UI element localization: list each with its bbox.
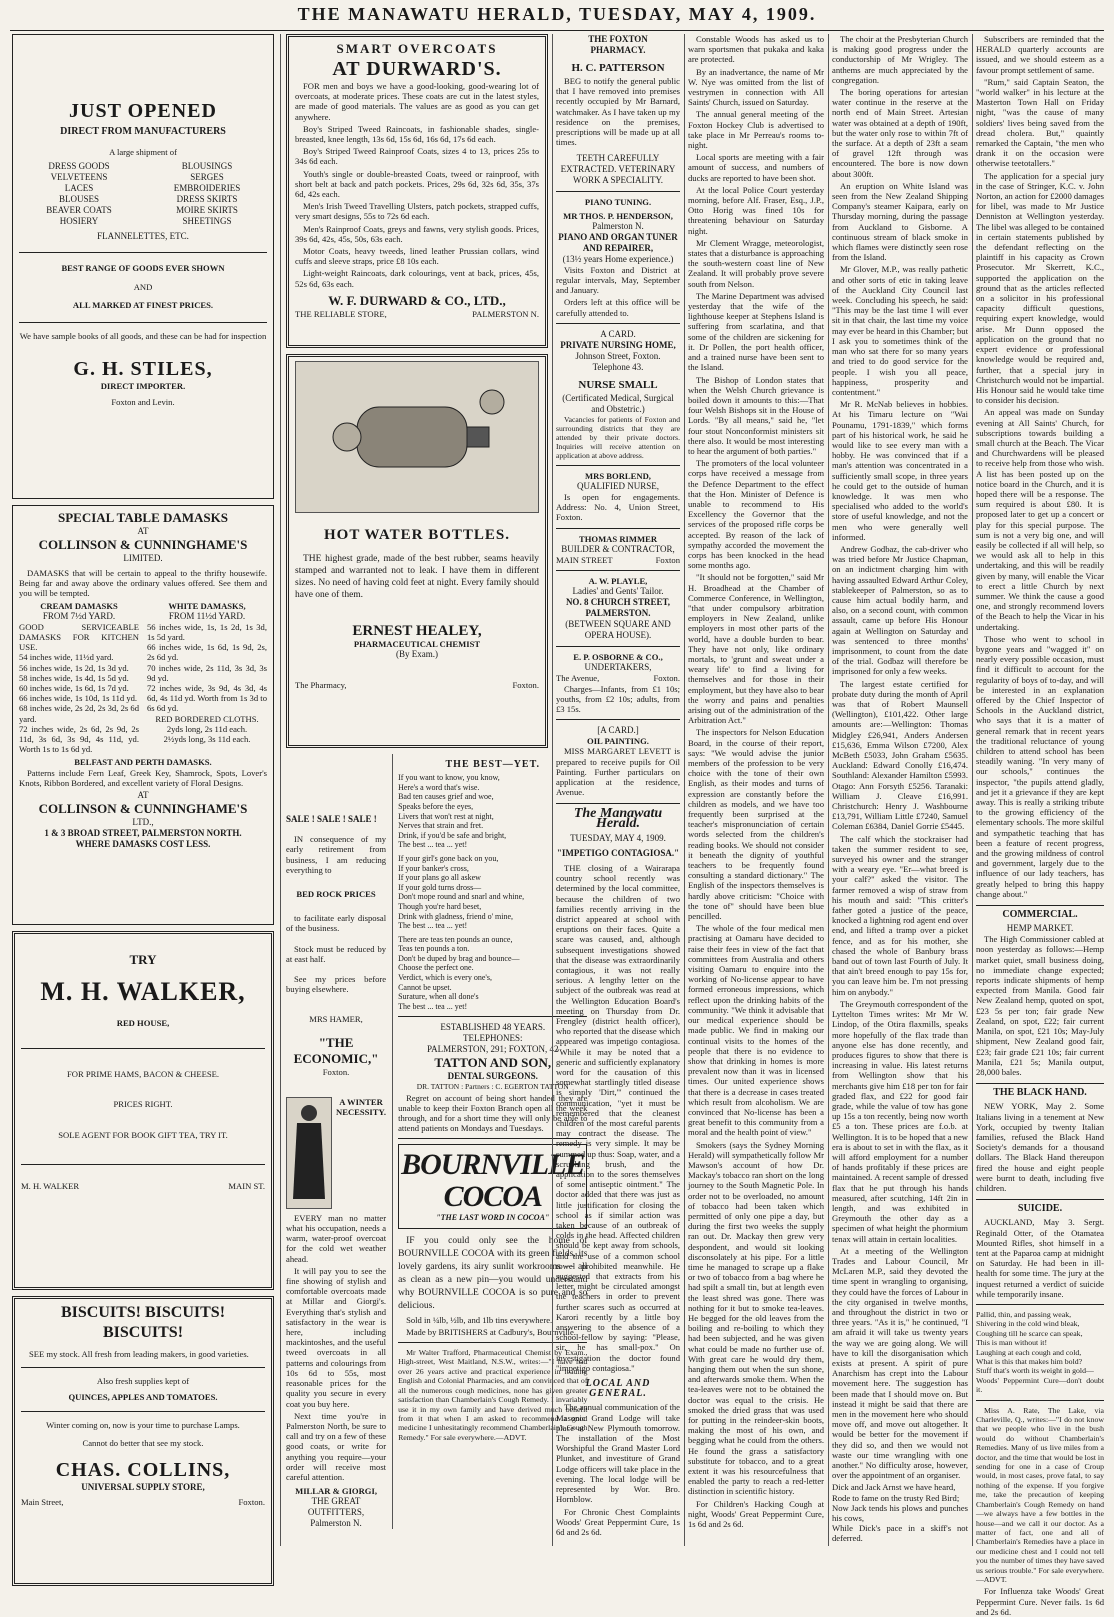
poem-line: Verdict, which is every one's, [398,973,492,983]
tatton-name: TATTON AND SON, [434,1055,552,1071]
healey-footer [295,680,539,690]
blackhand-head: THE BLACK HAND. [976,1083,1104,1098]
healey-name: ERNEST HEALEY, [352,623,482,639]
hamer-bed: BED ROCK PRICES [296,889,376,900]
rimmer-street: MAIN STREET [556,554,613,565]
hamer-stock: Stock must be reduced by at east half. [286,943,387,964]
news-para: The boring operations for artesian water continue in the reserve at the north end of Main Street. Artesian water was obtained at a depth of 190ft, but the water only rose to within 7ft of the surface. At a depth of 23ft a seam of gravel 12ft through was encountered. The bore is now down about 300ft. [832,87,968,179]
poem-line: Pallid, thin, and passing weak, [976,1309,1072,1319]
rimmer-footer [556,555,680,565]
column-rule [552,34,553,1546]
poem-line: The best ... tea ... yet! [398,921,468,931]
price-line: 58 inches wide, 1s 4d, 1s 5d yd. [19,672,129,683]
collins-footer [21,1497,265,1507]
walker-sign: M. H. WALKER [21,1180,80,1191]
collinson-ad [12,505,274,925]
poem-line: Don't be duped by brag and bounce— [398,953,520,963]
henderson-orders: Orders left at this office will be carefully attended to. [556,297,680,318]
goods-item: BLOUSINGS [181,161,233,172]
masthead: THE MANAWATU HERALD, TUESDAY, MAY 4, 1909. [297,4,817,24]
hot-water-bottle-illustration [295,361,539,513]
bournville-para: Made by BRITISHERS at Cadbury's, Bournville. [406,1326,576,1337]
price-line: 66 inches wide, 1s 6d, 1s 9d, 2s, 2s 6d yd. [147,642,267,663]
walker-footer [21,1181,265,1191]
local-para: For Chronic Chest Complaints Woods' Great Peppermint Cure, 1s 6d and 2s 6d. [556,1506,680,1537]
chamberlain-testimonial: Mr Walter Trafford, Pharmaceutical Chemist by Exam., High-street, West Maitland, N.S.W., writes:—"I have had over 26 years active and practical experience in leading English and Colonial Pharmacies, and am convinced that of all the numerous cough medicines, none has given greater satisfaction than Chamberlain's Cough Remedy. I invariably use it in my own family and have derived much benefit from it that when I am asked to recommend a good medicine I unhesitatingly recommend Chamberlain's Cough Remedy." For sale everywhere.—ADVT. [398,1348,588,1442]
healey-exam: (By Exam.) [396,649,438,660]
collins-cannot: Cannot do better that see my stock. [82,1437,204,1448]
bournville-para: IF you could only see the home of BOURNVILLE COCOA with its green fields, its lovely gardens, its airy sunlit workrooms — all as clean as a new pin—you would understand why BOURNVILLE COCOA is so pure and so delicious. [398,1235,588,1311]
collins-see: SEE my stock. All fresh from leading makers, in good varieties. [29,1349,249,1359]
hamer-see: See my prices before buying elsewhere. [286,974,387,995]
healey-role: PHARMACEUTICAL CHEMIST [353,639,481,649]
borlend-name: MRS BORLEND, [585,470,651,481]
millar-para: It will pay you to see the fine showing of stylish and comfortable overcoats made at Millar and Giorgi's. Everything that's stylish and satisfactory in the wear is here, including mackintoshes, and the useful tweed overcoats in all patterns and colourings from 10s 6d to 55s, most reasonable prices for the quality you secure in every coat you buy here. [286,1265,387,1409]
painting-body: MISS MARGARET LEVETT is prepared to receive pupils for Oil Painting. Further particulars on application at the residence, Avenue. [556,746,680,798]
cream-damasks-sub: FROM 7½d YARD. [42,610,116,621]
paper-date: TUESDAY, MAY 4, 1909. [570,832,666,843]
collins-quinces: QUINCES, APPLES AND TOMATOES. [68,1392,218,1403]
durward-title2: AT DURWARD'S. [332,58,502,80]
bournville-slogan: "THE LAST WORD IN COCOA" [436,1213,550,1223]
news-para: "It should not be forgotten," said Mr H. Broadhead at the Chamber of Commerce Conference, in Wellington, "that under compulsory arbitration employers in New Zealand, unlike employers in most other parts of the world, have a double burden to bear. They have not only, like ordinary mortals, to 'grunt and sweat under a weary life' to find a living for themselves and for those in their employment, but they have also to bear the worry and pains and penalties arising out of the administration of the Arbitration Act." [688,572,824,726]
durward-para: Boy's Striped Tweed Raincoats, in fashionable shades, single-breasted, knee length, 13s 6d, 15s 6d, 16s 6d, 17s 6d each. [295,123,539,145]
collinson-firm2: COLLINSON & CUNNINGHAME'S [38,801,248,817]
durward-para: Light-weight Raincoats, dark colourings, vent at back, prices, 45s, 52s 6d, 63s each. [295,268,539,289]
millar-role: THE GREAT OUTFITTERS, [307,1496,365,1518]
collins-street: Main Street, [21,1497,64,1508]
price-line: GOOD SERVICEABLE DAMASKS FOR KITCHEN USE. [19,621,139,653]
column-rule [280,34,281,1546]
durward-para: Motor Coats, heavy tweeds, lined leather Prussian collars, wind cuffs and sleeve straps, price £8 10s each. [295,246,539,267]
goods-item: BLOUSES [58,194,99,205]
osborne-street: The Avenue, [556,673,600,684]
collins-title: BISCUITS! BISCUITS! BISCUITS! [60,1304,226,1341]
poem-line: If you want to know, you know, [398,773,500,783]
goods-item: LACES [64,183,94,194]
millar-title1: A WINTER [339,1096,383,1107]
poem-line: If your girl's gone back on you, [398,853,499,863]
nursing-head: PRIVATE NURSING HOME, [560,339,676,350]
collins-name: CHAS. COLLINS, [55,1459,231,1482]
playle-role: Ladies' and Gents' Tailor. [572,586,664,597]
price-line: 66 inches wide, 1s 10d, 1s 11d yd. [19,693,138,704]
stiles-extra: FLANNELETTES, ETC. [97,231,189,242]
poem-line: Coughing till he scarce can speak, [976,1328,1083,1338]
durward-para: Men's Rainproof Coats, greys and fawns, very stylish goods. Prices, 39s 6d, 42s, 45s, 50s, 63s each. [295,223,539,244]
poem-line: The best ... tea ... yet! [398,840,468,850]
peppermint-poem [976,1310,1104,1395]
henderson-role: PIANO AND ORGAN TUNER AND REPAIRER, [558,231,678,253]
poem-line: Cannot be upset. [398,982,452,992]
poem-line: Bad ten causes grief and woe, [398,792,494,802]
suicide-body: AUCKLAND, May 3. Sergt. Reginald Otter, of the Otamatea Mounted Rifles, shot himself in a tent at the Paparoa camp at midnight on Saturday. He had been in ill-health for some time. The jury at the inquest returned a verdict of suicide while temporarily insane. [976,1217,1104,1299]
news-para: The Marine Department was advised yesterday that the wife of the lighthouse keeper at Stephens Island is suffering from scarlatina, and that some of the children are sickening for it. Dr Pollen, the port health officer, and a trained nurse have been sent to the Island. [688,290,824,373]
poem-line: Laughing at each cough and cold, [976,1347,1082,1357]
bournville-logo2: COCOA [443,1180,542,1214]
durward-para: Boy's Striped Tweed Rainproof Coats, sizes 4 to 13, prices 25s to 34s 6d each. [295,146,539,167]
henderson-town: Palmerston N. [592,220,644,231]
news-para: At a meeting of the Wellington Trades and Labour Council, Mr McLaren M.P., said they devoted the time spent in wrangling to organising, they could have the forces of Labour in the city organised in twelve months, and throughout the district in two or three years. "As it is," he continued, "I am afraid it will take us twenty years the way we are going along. We will have to kill the disorganisation which exists at present. A spirit of pure Anarchism has crept into the Labour movement here. The suggestion has been made that I should move on. But instead it might be said that there are men in the movement here who should move off, and move out altogether. It would be better for the movement if they did so, and then we would not waste our time wrangling with one another." No difficulty arose, however, over the appointment of an organiser. [832,1245,968,1481]
poem-line: If your banker's cross, [398,863,469,873]
news-para: The promoters of the local volunteer corps have received a message from the Defence Department to the effect that the Hon. Minister of Defence is unable to recommend to His Excellency the Governor that the services of the proposed rifle corps be accepted. By reason of the lack of sympathy accorded the movement the corps has been knocked in the head some months ago. [688,458,824,571]
osborne-role: UNDERTAKERS, [584,662,652,673]
poem-line: Stuff that's worth its weight in gold— [976,1366,1094,1376]
collinson-at2: AT [137,790,149,801]
durward-ad [286,34,548,348]
hamer-town: Foxton. [322,1066,350,1077]
poem-line: Teas ten pounds a ton. [398,944,470,954]
millar-name: MILLAR & GIORGI, [295,1486,377,1497]
belfast-head: BELFAST AND PERTH DAMASKS. [74,757,212,768]
hamer-intro: IN consequence of my early retirement from business, I am reducing everything to [286,834,387,875]
collinson-price-lists [19,601,267,755]
healey-pharm: The Pharmacy, [295,680,347,691]
stiles-prices: ALL MARKED AT FINEST PRICES. [72,299,214,310]
nursing-body: Vacancies for patients of Foxton and surrounding districts that they are attended by their private doctors. Inquiries will receive attention on application at above address. [556,414,680,460]
playle-addr: NO. 8 CHURCH STREET, PALMERSTON. [565,597,671,619]
poem-line: Shivering in the cold wind bleak, [976,1319,1080,1329]
hamer-name: MRS HAMER, [309,1014,363,1025]
column-1 [12,34,274,1546]
collinson-firm: COLLINSON & CUNNINGHAME'S [38,537,248,552]
hamer-body: to facilitate early disposal of the business. [286,913,387,934]
news-para: The annual general meeting of the Foxton Hockey Club is advertised to take place in Mr Perreau's rooms to-night. [688,109,824,151]
tatton-partners: DR. TATTON : Partners : C. EGERTON TATTON [416,1082,569,1092]
overcoat-man-illustration [286,1097,332,1209]
poem-line: Here's a word that's wise. [398,782,480,792]
collinson-where: WHERE DAMASKS COST LESS. [75,839,211,850]
millar-para: EVERY man no matter what his occupation, needs a warm, water-proof overcoat for the cold wet weather ahead. [286,1212,387,1264]
durward-para: Youth's single or double-breasted Coats, tweed or rainproof, with short belt at back and patch pockets. Prices, 29s 6d, 32s 6d, 35s, 37s 6d, 42s each. [295,168,539,200]
healey-ad [286,354,548,748]
poem-line: Drink with gladness, friend o' mine, [398,911,514,921]
price-line: 2½yds long, 3s 11d each. [163,734,251,745]
news-para: Mr Glover, M.P., was really pathetic and other sorts of etic in taking leave of the Auckland City Council last week. Concluding his speech, he said: "This may be the last time I will ever sit in that chair, the last time my voice may ever be heard in this Chamber; but I ask you to sometimes think of the man who sat there for so many years and tried to do good service for the people. I wish you all peace, happiness, prosperity and contentment." [832,264,968,397]
verse-line: While Dick's pace in a skiff's not deferred. [832,1523,968,1544]
tatton-role: DENTAL SURGEONS. [447,1071,538,1082]
henderson-body: Visits Foxton and District at regular intervals, May, September and January. [556,264,680,296]
patterson-head2: PHARMACY. [590,45,646,55]
stiles-place: Foxton and Levin. [111,397,175,408]
collinson-intro: DAMASKS that will be certain to appeal to the thrifty housewife. Being far and away above the ordinary values offered. See them and you will be tempted. [19,568,267,599]
painting-head: OIL PAINTING. [587,736,649,747]
walker-prices: PRICES RIGHT. [113,1099,173,1110]
column-rule [972,34,973,1546]
patterson-teeth: TEETH CAREFULLY EXTRACTED. VETERINARY WORK A SPECIALITY. [560,153,676,186]
news-para: For Children's Hacking Cough at night, Woods' Great Peppermint Cure, 1s 6d and 2s 6d. [688,1498,824,1530]
borlend-body: Is open for engagements. Address: No. 4, Union Street, Foxton. [556,492,680,523]
tatton-tel-head: TELEPHONES: [463,1033,523,1044]
price-line: 56 inches wide, 1s 2d, 1s 3d yd. [19,662,129,673]
healey-body: THE highest grade, made of the best rubber, seams heavily stamped and warranted not to leak. I have them in different sizes. No need of having cold feet at night. Every family should have one of them. [295,554,539,600]
overcoat-man-icon [289,1101,329,1205]
price-line: 56 inches wide, 1s, 1s 2d, 1s 3d, 1s 5d yard. [147,621,267,643]
osborne-town: Foxton. [653,673,680,684]
walker-agent: SOLE AGENT FOR BOOK GIFT TEA, TRY IT. [58,1129,228,1140]
poem-line: Nerves that strain and fret. [398,821,484,831]
collins-ad [12,1296,274,1586]
collins-winter: Winter coming on, now is your time to purchase Lamps. [46,1419,240,1430]
walker-house: RED HOUSE, [116,1018,170,1028]
poem-line: If your gold turns dross— [398,882,482,892]
news-para: By an inadvertance, the name of Mr W. Nye was omitted from the list of vestrymen in connection with All Saints' Church, issued on Saturday. [688,66,824,108]
nursing-card: A CARD. [600,328,636,339]
hamer-ad [286,754,386,1529]
walker-try: TRY [129,952,157,967]
stiles-intro: A large shipment of [109,147,177,158]
news-para: Mr Clement Wragge, meteorologist, states that a disturbance is approaching the south-western coast line of New Zealand. It will probably prove severe south from Nelson. [688,237,824,289]
henderson-exp: (13½ years Home experience.) [562,253,674,264]
column-rule [828,34,829,1546]
millar-para: Next time you're in Palmerston North, be sure to call and try on a few of these good coats, or write for anything you require—your order will receive most careful attention. [286,1410,387,1482]
tatton-body: Regret on account of being short handed they are unable to keep their Foxton Branch open all the week through, and for a short time they will only be able to attend patients on Mondays and Tuesdays. [398,1092,588,1134]
news-para: At the local Police Court yesterday morning, before Alf. Fraser, Esq., J.P., Otto Horig was fined 10s for threatening behaviour on Saturday night. [688,184,824,236]
painting-card: [A CARD.] [597,725,639,736]
rimmer-role: BUILDER & CONTRACTOR, [561,543,675,554]
stiles-sub: DIRECT FROM MANUFACTURERS [60,126,226,137]
verse-line: Rode to fame on the trusty Red Bird; [832,1492,960,1503]
hemp-head: HEMP MARKET. [1006,923,1074,934]
price-line: 60 inches wide, 1s 6d, 1s 7d yd. [19,683,129,694]
news-para: An eruption on White Island was seen from the New Zealand Shipping Company's steamer Kaipara, early on Thursday morning, during the passage from Auckland to Gisborne. A continuous stream of black smoke in which flames were distinctly seen rose from the Island. [832,180,968,263]
hemp-body: The High Commissioner cabled at noon yesterday as follows:—Hemp market quiet, small business doing, no immediate change expected; reports indicate shipments of hemp expected from Manila. Good fair New Zealand hemp, quoted on spot, £23 5s per ton; fair grade New Zealand, on spot, £22; fair current Manila, on spot, £21 10s; May-July shipment, New Zealand good fair, £23; fair grade £21 10s; fair current Manila, £21 5s; Manila output, 28,000 bales. [976,934,1104,1077]
durward-para: Men's Irish Tweed Travelling Ulsters, patch pockets, strapped cuffs, very smart designs, 55s to 72s 6d each. [295,201,539,222]
commercial-head: COMMERCIAL. [976,905,1104,920]
poem-line: Drink, if you'd be safe and bright, [398,830,507,840]
nursing-nurse: NURSE SMALL [578,378,658,391]
collinson-ltd2: LTD., [132,817,154,828]
news-para: The choir at the Presbyterian Church is making good progress under the conductorship of Mr Wrigley. The anthems are much appreciated by the congregation. [832,34,968,85]
news-para: Subscribers are reminded that the HERALD quarterly accounts are issued, and we should esteem as a favour prompt settlement of same. [976,34,1104,75]
collinson-address: 1 & 3 BROAD STREET, PALMERSTON NORTH. [44,828,242,839]
goods-item: SERGES [190,172,224,183]
price-line: 72 inches wide, 2s 6d, 2s 9d, 2s 11d, 3s 6d, 3s 9d, 4s 11d, yd. Worth 1s to 1s 6d yd. [19,723,139,755]
verse-line: Now Jack tends his plows and punches his cows, [832,1502,968,1524]
collins-town: Foxton. [238,1497,265,1508]
goods-item: BEAVER COATS [46,205,112,216]
price-line: 68 inches wide, 2s 2d, 2s 3d, 2s 6d yard. [19,703,139,724]
durward-store: THE RELIABLE STORE, [295,308,387,319]
cream-damasks-head: CREAM DAMASKS [40,600,118,611]
news-para: Constable Woods has asked us to warn sportsmen that pukaka and kaka are protected. [688,34,824,65]
price-line: 54 inches wide, 11½d yard. [19,652,114,663]
goods-item: SHEETINGS [182,216,232,227]
poem-line: This is man without it! [976,1338,1048,1348]
healey-town: Foxton. [512,680,539,691]
column-5 [832,34,968,1546]
goods-item: DRESS GOODS [48,161,110,172]
playle-name: A. W. PLAYLE, [588,576,648,587]
bournville-logo1: BOURNVILLE [401,1148,585,1182]
price-line: RED BORDERED CLOTHS. [155,713,259,724]
poem-line: Surature, when all done's [398,992,479,1002]
nursing-cert: (Certificated Medical, Surgical and Obstetric.) [562,392,674,414]
walker-name: M. H. WALKER, [40,977,246,1006]
news-para: Local sports are meeting with a fair amount of success, and numbers of ducks are reported to have been shot. [688,152,824,183]
collinson-patterns: Patterns include Fern Leaf, Greek Key, Shamrock, Spots, Lover's Knots, Ribbon Bordered, and excellent variety of Floral Designs. [19,767,267,788]
stiles-best: BEST RANGE OF GOODS EVER SHOWN [61,263,225,274]
column-6 [976,34,1104,1617]
stiles-ad [12,34,274,499]
collins-store: UNIVERSAL SUPPLY STORE, [81,1482,205,1493]
news-para: The inspectors for Nelson Education Board, in the course of their report, says: "We would advise the junior members of the profession to be very choice with the tone of their own English, as their modes and turns of expression are constantly before the children as models, and we have too frequently been surprised at the teacher's mispronunciation of certain words selected from the children's reading books. We should not consider it beneath the dignity of youthful teachers to be frequently found consulting a standard dictionary." The English of the inspectors themselves is hardly above criticism: "Choice with the tone of" should have been blue pencilled. [688,727,824,922]
poem-line: Don't mope round and snarl and whine, [398,892,525,902]
rimmer-town: Foxton [655,554,680,565]
nursing-tel: Telephone 43. [592,361,644,372]
poem-line: Choose the perfect one. [398,963,474,973]
hamer-shop: "THE ECONOMIC," [293,1034,379,1066]
millar-town: Palmerston N. [310,1518,362,1529]
rate-testimonial: Miss A. Rate, The Lake, via Charleville, Q., writes:—"I do not know that we people who live in the bush would do without Chamberlain's Remedies. Many of us live miles from a doctor, and the time that would be lost in sending for one in a case of Croup would, in most cases, prove fatal, to say nothing of the expense. If you forgive me, take the precaution of keeping Chamberlain's Cough Remedy on hand—we always have a few bottles in the house—and we call it our doctor. As a matter of fact, one and all of Chamberlain's Remedies have a place in our medicine chest and I could not tell you the number of times they have saved us serious trouble." For sale everywhere.—ADVT. [976,1405,1104,1584]
playle-between: (BETWEEN SQUARE AND OPERA HOUSE). [565,619,671,641]
stiles-samples: We have sample books of all goods, and these can be had for inspection [19,331,267,342]
column-rule [684,34,685,1546]
tatton-tel: PALMERSTON, 291; FOXTON, 42 [426,1044,559,1055]
walker-street: MAIN ST. [228,1180,265,1191]
borlend-role: QUALIFIED NURSE, [577,481,659,492]
news-para: Those who went to school in bygone years and "wagged it" on nearly every possible occasion, must find it difficult to account for the regularity of boys of to-day, and will be interested in an explanation offered by the Chief Inspector of Schools in the Auckland district, who says that it is a matter of general remark that in recent years the traditional reluctance of young children to attend school has been steadily waning. "In very many of our schools," continues the inspector, "the pupils attend gladly, and jet it a grievance if they are kept away. This is really a striking tribute to the growing efficiency of the elementary schools. The more skilful and sympathetic teaching that has been a feature of recent progress, and the growing mildness of control and government, largely due to the influence of our lady teachers, has greatly helped to bring this happy change about." [976,633,1104,899]
news-para: Smokers (says the Sydney Morning Herald) will sympathetically follow Mr Mawson's account of how Dr. Mackay's tobacco ran short on the long journey to the South Magnetic Pole. In order not to be overloaded, no amount of tobacco had been taken which permitted of only one pipe a day, but during the first two weeks the supply ran out. Dr. Mackay then grew very despondent, and would sit looking disconsolately at his pipe. For a little time he managed to scrape up a flake or two of tobacco from a bag where he had spilt a small tin, but at length even the least shred was gone. There was nothing for it but to smoke tea-leaves. He begged for the old leaves from the boiling and re-boiling to which they had been subjected, and he was given what could be made no further use of. With great care he would dry them, hanging them out when the sun shone, and afterwards smoke them. When the tea-leaves were not to be obtained the doctor was equal to the crisis. He smoked the dried grass that was used for putting in the reindeer-skin boots, making the most of his own, and begging what he could from the others. He found the grass a satisfactory substitute for tobacco, and to a great extent it was his resourcefulness that enabled the party to reach a red-letter distinction in scientific history. [688,1139,824,1497]
news-para: Andrew Godbaz, the cab-driver who was tried before Mr Justice Chapman, on an indictment charging him with having assaulted Edward Arthur Coley, stablekeeper of Palmerston, so as to cause him actual bodily harm, and also, on a second count, with common assault, came up before His Honour again at Wellington on Saturday and was sentenced to three months' imprisonment, to count from the date of the trial. Godbaz will therefore be imprisoned for only a few weeks. [832,543,968,677]
tatton-est: ESTABLISHED 48 YEARS. [440,1022,546,1033]
verse-line: Dick and Jack Arnst we have heard, [832,1482,956,1493]
durward-firm: W. F. DURWARD & CO., LTD., [328,292,506,308]
suicide-head: SUICIDE. [976,1199,1104,1214]
stiles-role: DIRECT IMPORTER. [100,381,186,392]
poem-line: What is this that makes him bold? [976,1357,1083,1366]
poem-line: Though you're hard beset, [398,901,482,911]
news-para: The largest estate certified for probate duty during the month of April was that of Robert Maunsell (Wellington), £101,422. Other large amounts are:—Wellington: Thomas Midgley £26,941, Anders Andersen £15,636, Emma Wilson £7200, Alex McBeth £5033, John Graham £5635. Auckland: Edward Conolly £16,474. Southland: Alexander Hamilton £5993. Otago: Ann Forsyth £5256. Taranaki: William J. Cleave £16,991. Christchurch: Henry J. Washbourne £13,791, William Little £7240, Samuel Coleman £6384, Daniel Gorrie £5445. [832,678,968,832]
durward-town: PALMERSTON N. [472,308,539,319]
henderson-name: MR THOS. P. HENDERSON, [563,210,673,221]
white-damasks-head: WHITE DAMASKS, [168,600,246,611]
durward-para: FOR men and boys we have a good-looking, good-wearing lot of overcoats, at moderate prices. These coats are cut in the latest styles, are made of good materials. The values are as good as you can get anywhere. [295,81,539,122]
goods-item: DRESS SKIRTS [176,194,238,205]
collinson-title: SPECIAL TABLE DAMASKS [57,510,228,525]
news-para: The application for a special jury in the case of Stringer, K.C. v. John Norton, an action for £2000 damages for libel, was made to Mr Justice Denniston at Wellington yesterday. The libel was alleged to be contained in certain statements published by the defendant reflecting on the plaintiff in his capacity as Crown Prosecutor. Mr Skerrett, K.C., supported the application on the ground that as the articles reflected on a solicitor in his professional capacity difficult questions, requiring expert knowledge, would arise. Mr Dunn opposed the application on the ground that no expert evidence or professional knowledge would be required and, further, that a special jury in Christchurch would not be impartial. His Honour said he would take time to consider his decision. [976,170,1104,406]
henderson-head: PIANO TUNING. [584,197,652,208]
white-damasks-sub: FROM 11½d YARD. [168,610,246,621]
blackhand-body: NEW YORK, May 2. Some Italians living in a tenement at New York, occupied by twenty Italian families, refused the Black Hand Society's demands for a thousand dollars. The Black Hand thereupon fired the house and eight people were burnt to death, including five children. [976,1101,1104,1193]
masthead-rule [10,30,1104,31]
col2-lower [286,754,588,1529]
stiles-goods [19,161,267,227]
influenza-ad: For Influenza take Woods' Great Peppermint Cure. Never fails. 1s 6d and 2s 6d. [976,1586,1104,1617]
hot-water-bottle-icon [317,377,517,497]
healey-title: HOT WATER BOTTLES. [324,527,510,543]
news-para: Mr R. McNab believes in hobbies. At his Timaru lecture on "Wai Pounamu, 1791-1839," which forms part of his historical work, he said he would like to see every man with a hobby. He was convinced that if a man's attention was concentrated in a sufficiently small scope, in three years he could get to the outside of human knowledge. It was men who specialised who added to the world's store of useful knowledge, and not the men who were generally well informed. [832,399,968,542]
news-para: "Rum," said Captain Seaton, the "world walker" in his lecture at the Masterton Town Hall on Friday night, "was the cause of many soldiers' lives being saved from the dread cholera. But," quaintly remarked the Captain, "the men who drank it on the occasion were otherwise teetotallers." [976,76,1104,169]
goods-item: VELVETEENS [50,172,108,183]
editorial-title: "IMPETIGO CONTAGIOSA." [556,847,680,858]
walker-ad [12,931,274,1290]
collinson-ltd: LIMITED. [123,553,163,563]
osborne-footer [556,673,680,683]
durward-title1: SMART OVERCOATS [336,41,498,56]
hamer-sale: SALE ! SALE ! SALE ! [286,814,377,824]
price-line: 72 inches wide, 3s 9d, 4s 3d, 4s 6d, 4s 11d yd. Worth from 1s 3d to 6s 6d yd. [147,683,267,714]
poem-line: Livers that won't rest at night, [398,811,494,821]
local-head: LOCAL AND GENERAL. [585,1378,651,1400]
millar-title2: NECESSITY. [336,1107,387,1118]
price-line: 2yds long, 2s 11d each. [166,723,248,734]
column-4 [688,34,824,1546]
best-tea-head: THE BEST—YET. [445,759,541,770]
paper-name: The Manawatu Herald. [573,805,663,831]
durward-footer [295,309,539,319]
patterson-name: H. C. PATTERSON [571,62,665,74]
millar-ad [286,1097,386,1529]
stiles-name: G. H. STILES, [73,358,213,381]
collinson-at: AT [137,526,149,536]
news-para: The Greymouth correspondent of the Lyttelton Times writes: Mr Mr W. Lindop, of the Otira flaxmills, speaks more hopefully of the flax trade than anyone else has done recently, and produces figures to show that there is increasing in value. His latest returns from Wellington show that his merchants give him £18 per ton for fair graded flax, and £22 for good fair grade, while the value of tow has gone up 15s a ton recently, being now worth £5 a ton. These prices are f.o.b. at Wellington. It is to be hoped that a new era is about to set in with the flax, as it will afford employment for a number of hands profitably if these prices are maintained. A recent sample of dressed flax that he put through his hands measured, after scutching, 14ft 2in in length, and was exhibited in Greymouth the other day as a specimen of what height the phormium tenax will attain in certain localities. [832,998,968,1244]
patterson-head1: THE FOXTON [588,34,648,44]
goods-item: HOSIERY [59,216,99,227]
stiles-and: AND [133,281,153,292]
patterson-body: BEG to notify the general public that I have removed into premises recently occupied by Mr Barnard, watchmaker. As I have taken up my residence on the premises, prescriptions will be made up at all times. [556,76,680,148]
goods-item: MOIRE SKIRTS [176,205,238,216]
poem-line: Woods' Peppermint Cure—don't doubt it. [976,1375,1104,1395]
news-para: The Bishop of London states that when the Welsh Church grievance is boiled down it amounts to this:—That four Welsh Bishops sit in the House of Lords. "By all means," said he, "let four stout Nonconformist ministers sit there also. It would be most interesting to hear the argument of both parties." [688,374,824,456]
walker-hams: FOR PRIME HAMS, BACON & CHEESE. [66,1069,220,1080]
poem-line: If your plans go all askew [398,873,481,883]
price-line: 70 inches wide, 2s 11d, 3s 3d, 3s 9d yd. [147,662,267,683]
goods-item: EMBROIDERIES [173,183,241,194]
column-3 [556,34,680,1546]
bournville-para: Sold in ¼lb, ½lb, and 1lb tins everywhere. [406,1314,553,1325]
poem-line: The best ... tea ... yet! [398,1001,468,1011]
collins-also: Also fresh supplies kept of [96,1376,190,1387]
news-para: The whole of the four medical men practising at Oamaru have decided to raise their fees in view of the fact that committees from Australia and others visiting Oamaru to enquire into the working of No-license appear to have formed erroneous impressions, which reflect upon the drinking habits of the community. "We think it advisable that our medical experience should be made public. We find in making our continual visits to the homes of the people that there is no evidence to show that drinking in homes is more prevalent now than it was in licensed times. Our united experience shows that there is a decrease in cases treated which result from alcoholism. We are convinced that No-license has been a great benefit to this community from a moral and the health point of view." [688,923,824,1138]
osborne-charges: Charges—Infants, from £1 10s; youths, from £2 10s; adults, from £3 15s. [556,683,680,715]
stiles-title: JUST OPENED [69,100,217,122]
poem-line: Speaks before the eyes, [398,801,474,811]
nursing-addr: Johnson Street, Foxton. [575,350,661,361]
poem-line: There are teas ten pounds an ounce, [398,934,513,944]
rimmer-name: THOMAS RIMMER [578,533,658,544]
osborne-name: E. P. OSBORNE & CO., [573,652,663,663]
news-para: The calf which the stockraiser had taken the summer resident to see, surveyed his owner and the stranger with a weary eye. "Er—what breed is your calf?" asked the visitor. The farmer removed a wisp of straw from his mouth and said: "This critter's father goted a justice of the peace, knocked a lightning rod agent end over end, and lifted a tramp over a picket fence, and as for his mother, she chased the whole of Banbury brass band out of town last Fourth of July. It that ain't breed enough to pay 15s for, you can leave him be. I'm not pressing him on anybody." [832,833,968,997]
editorial-body: THE closing of a Wairarapa country school recently was determined by the local committee, because the children of two families recently arriving in the district appeared at school with eruptions on their faces. Quite a scare was caused, and, although subsequent investigations showed that the disease was extraordinarily contagious, it was not really serious. A lengthy letter on the subject of the outbreak was read at the Wellington Education Board's meeting on Thursday from Dr. Frengley (district health officer), who reported that the disease which appeared was impetigo contagiosa. "While it may be noted that a generic and sufficiently explanatory word for the causation of this somewhat startlingly titled disease is simply 'Dirt,'" continued the communication, "yet it must be remembered that the cleanest children of the most careful parents may contract the disease. The remedy is very simple. It may be summed up thus: Soap, water, and a scrubbing brush, and the application to the sores themselves of some antiseptic ointment." The doctor added that there was just as little justification for closing the school as if similar action was taken because of an outbreak of colds in the head. Affected children should be kept away from schools, and the use of a common school towel prohibited meanwhile. He suggested that extracts from his letter might be circulated amongst the teachers in order to prevent further scares such as occurred at Karori recently by a little boy answering to the absence of a school-fellow by saying: "Please, sir, he has small-pox." On investigation the doctor found "impetigo contagiosa." [556,862,680,1373]
news-para: An appeal was made on Sunday evening at All Saints' Church, for subscriptions towards building a small church at the Beach. The Vicar and Churchwardens will be pleased to receive help from those who wish. A list has been posted up on the notice board in the Church, and it is hoped there will be a response. The sum required is about £80. It is proposed later to get up a concert or play for this special purpose. The sum is not a very big one, and will easily be collected if all will help, so we would ask all to help in this undertaking, and this will be readily given by many, will enable the Vicar to erect a little Church by next summer. We think the cause a good one, and strongly recommend lovers of the Beach to help the Vicar in his undertaking. [976,407,1104,632]
local-para: The annual communication of the Masonic Grand Lodge will take place at New Plymouth tomorrow. The installation of the Most Worshipful the Grand Master Lord Plunket, and investiture of Grand Lodge officers will take place in the evening. The local lodge will be represented by Wor. Bro. Hornblow. [556,1402,680,1505]
